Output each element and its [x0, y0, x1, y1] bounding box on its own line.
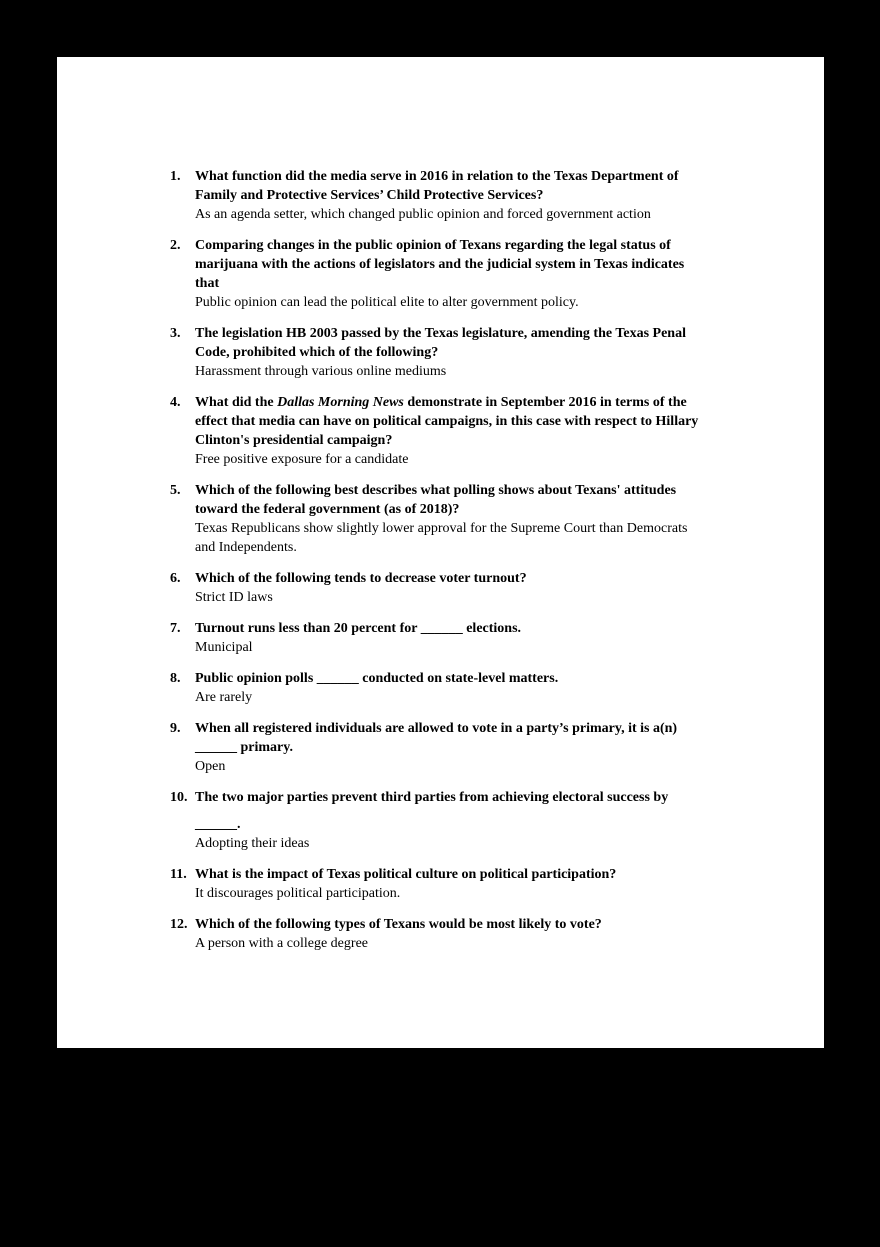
question-text-line [195, 167, 770, 186]
question-text-segment: demonstrate in September 2016 in terms of the [403, 395, 687, 410]
question-text-segment: that [195, 276, 220, 291]
answer-text-line: Free positive exposure for a candidate [195, 452, 409, 467]
question-text-line [195, 255, 770, 274]
question-text-segment: ______. [195, 817, 241, 832]
answer-text-line: Texas Republicans show slightly lower approval for the Supreme Court than Democrats [195, 521, 688, 536]
question-number: 6. [170, 571, 181, 586]
question-item [170, 915, 770, 953]
question-text-segment: What is the impact of Texas political culture on political participation? [195, 867, 617, 882]
question-number: 8. [170, 671, 181, 686]
question-number: 11. [170, 867, 187, 882]
question-text-segment: Which of the following types of Texans would be most likely to vote? [195, 917, 602, 932]
answer-text-line: Adopting their ideas [195, 836, 310, 851]
question-number: 3. [170, 326, 181, 341]
question-text-segment: The legislation HB 2003 passed by the Texas legislature, amending the Texas Penal [195, 326, 686, 341]
question-item [170, 865, 770, 903]
question-body [195, 719, 770, 776]
question-body [195, 236, 770, 312]
question-text-segment: Public opinion polls ______ conducted on state-level matters. [195, 671, 559, 686]
question-text-segment: toward the federal government (as of 2018)? [195, 502, 460, 517]
answer-text-line: Harassment through various online mediums [195, 364, 447, 379]
question-text-segment: ______ primary. [195, 740, 293, 755]
answer-text-line: Municipal [195, 640, 253, 655]
document-page [57, 57, 824, 1048]
question-text-line [195, 738, 770, 757]
question-text-segment: Family and Protective Services’ Child Protective Services? [195, 188, 544, 203]
question-item [170, 788, 770, 853]
question-text-line [195, 186, 770, 205]
question-item [170, 324, 770, 381]
question-item [170, 619, 770, 657]
question-number: 12. [170, 917, 188, 932]
question-text-italic-segment: Dallas Morning News [277, 395, 404, 410]
question-body [195, 788, 770, 853]
question-item [170, 167, 770, 224]
question-text-segment: Which of the following best describes what polling shows about Texans' attitudes [195, 483, 677, 498]
question-item [170, 481, 770, 557]
question-text-line [195, 619, 770, 638]
question-text-segment: Comparing changes in the public opinion of Texans regarding the legal status of [195, 238, 671, 253]
question-text-line [195, 236, 770, 255]
question-item [170, 669, 770, 707]
question-number: 5. [170, 483, 181, 498]
question-number: 10. [170, 790, 188, 805]
question-item [170, 719, 770, 776]
question-text-line [195, 343, 770, 362]
question-text-line [195, 431, 770, 450]
answer-text-line: Public opinion can lead the political elite to alter government policy. [195, 295, 579, 310]
answer-text-line: Strict ID laws [195, 590, 273, 605]
answer-text-line: Are rarely [195, 690, 253, 705]
question-text-line [195, 865, 770, 884]
question-body [195, 324, 770, 381]
question-text-line [195, 412, 770, 431]
question-text-segment: The two major parties prevent third parties from achieving electoral success by [195, 790, 669, 805]
question-number: 7. [170, 621, 181, 636]
question-text-segment: What did the [195, 395, 278, 410]
question-text-line [195, 393, 770, 412]
question-number: 1. [170, 169, 181, 184]
question-text-segment: marijuana with the actions of legislators and the judicial system in Texas indicates [195, 257, 685, 272]
question-item [170, 393, 770, 469]
question-text-line [195, 324, 770, 343]
question-text-line [195, 788, 770, 807]
question-text-line [195, 274, 770, 293]
answer-text-line: As an agenda setter, which changed public opinion and forced government action [195, 207, 651, 222]
answer-text-line: A person with a college degree [195, 936, 368, 951]
question-body [195, 393, 770, 469]
question-body [195, 619, 770, 657]
question-text-segment: Turnout runs less than 20 percent for ______ elections. [195, 621, 522, 636]
question-text-line [195, 669, 770, 688]
question-body [195, 167, 770, 224]
question-text-line [195, 481, 770, 500]
question-text-line [195, 500, 770, 519]
question-body [195, 669, 770, 707]
question-number: 2. [170, 238, 181, 253]
answer-text-line: and Independents. [195, 540, 297, 555]
question-number: 9. [170, 721, 181, 736]
question-item [170, 236, 770, 312]
question-text-line [195, 719, 770, 738]
answer-text-line: It discourages political participation. [195, 886, 401, 901]
question-text-segment: effect that media can have on political campaigns, in this case with respect to Hillary [195, 414, 699, 429]
question-body [195, 481, 770, 557]
question-text-line [195, 915, 770, 934]
question-body [195, 569, 770, 607]
question-list [170, 167, 770, 965]
question-text-segment: Code, prohibited which of the following? [195, 345, 439, 360]
question-text-segment: Clinton's presidential campaign? [195, 433, 393, 448]
question-item [170, 569, 770, 607]
question-text-segment: What function did the media serve in 2016 in relation to the Texas Department of [195, 169, 679, 184]
answer-text-line: Open [195, 759, 226, 774]
question-text-line [195, 569, 770, 588]
question-text-line [195, 815, 770, 834]
question-number: 4. [170, 395, 181, 410]
question-body [195, 915, 770, 953]
question-text-segment: When all registered individuals are allowed to vote in a party’s primary, it is a(n) [195, 721, 678, 736]
question-body [195, 865, 770, 903]
question-text-segment: Which of the following tends to decrease voter turnout? [195, 571, 527, 586]
